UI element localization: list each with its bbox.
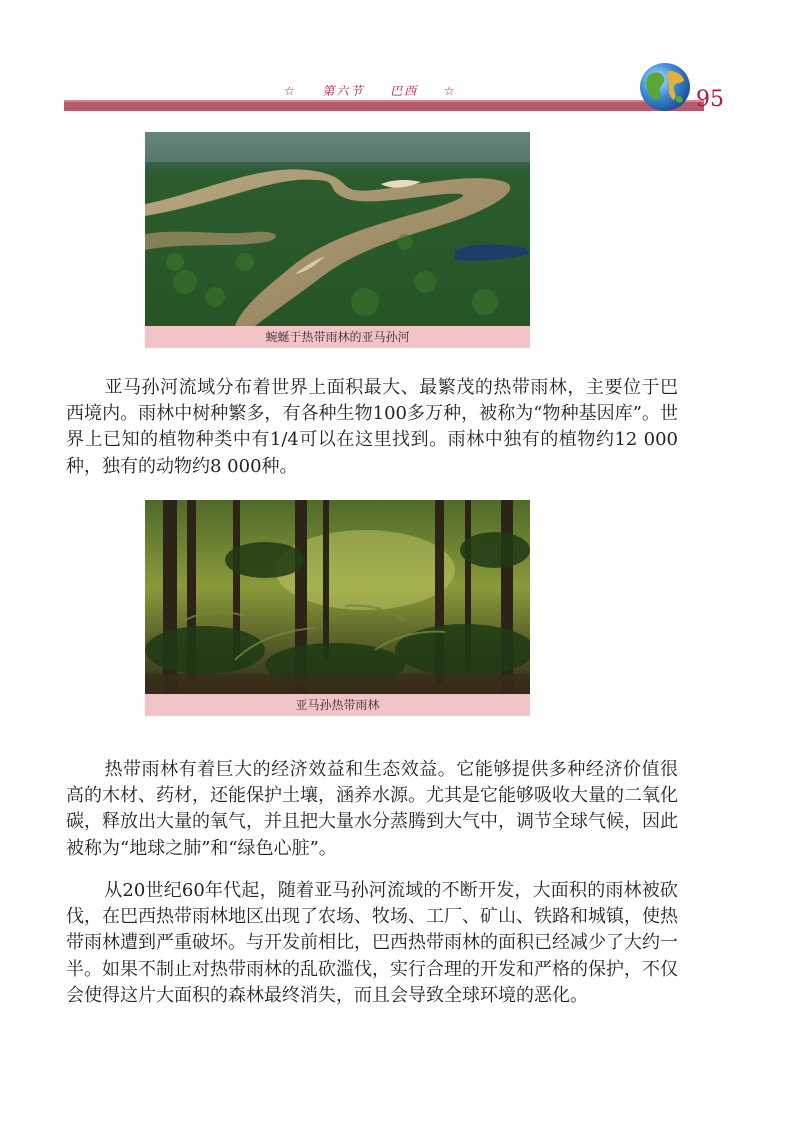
- section-header: [284, 82, 457, 99]
- figure-caption: 亚马孙热带雨林: [145, 694, 530, 716]
- paragraph-deforestation: 从20世纪60年代起，随着亚马孙河流域的不断开发，大面积的雨林被砍伐，在巴西热带雨林地区出现了农场、牧场、工厂、矿山、铁路和城镇，使热带雨林遭到严重破坏。与开发前相比，巴西热带雨林的面积已经减少了大约一半。如果不制止对热带雨林的乱砍滥伐，实行合理的开发和严格的保护，不仅会使得这片大面积的森林最终消失，而且会导致全球环境的恶化。: [66, 880, 678, 1006]
- figure-amazon-river: [145, 132, 530, 348]
- rainforest-photo: [145, 500, 530, 694]
- page-header: [0, 0, 800, 120]
- header-rule: [64, 100, 704, 111]
- star-icon: ☆: [284, 84, 297, 98]
- paragraph-rainforest-distribution: 亚马孙河流域分布着世界上面积最大、最繁茂的热带雨林，主要位于巴西境内。雨林中树种繁多，有各种生物100多万种，被称为“物种基因库”。世界上已知的植物种类中有1/4可以在这里找到。雨林中独有的植物约12 000种，独有的动物约8 000种。: [66, 377, 678, 477]
- star-icon: ☆: [443, 84, 457, 98]
- figure-caption: 蜿蜒于热带雨林的亚马孙河: [145, 326, 530, 348]
- page-number: 95: [696, 87, 724, 112]
- paragraph-ecological-value: 热带雨林有着巨大的经济效益和生态效益。它能够提供多种经济价值很高的木材、药材，还能保护土壤，涵养水源。尤其是它能够吸收大量的二氧化碳，释放出大量的氧气，并且把大量水分蒸腾到大气中，调节全球气候，因此被称为“地球之肺”和“绿色心脏”。: [66, 759, 678, 859]
- amazon-river-photo: [145, 132, 530, 326]
- globe-icon: [638, 62, 692, 112]
- section-number: 第六节: [322, 84, 365, 98]
- section-name: 巴西: [390, 84, 419, 98]
- figure-rainforest: [145, 500, 530, 716]
